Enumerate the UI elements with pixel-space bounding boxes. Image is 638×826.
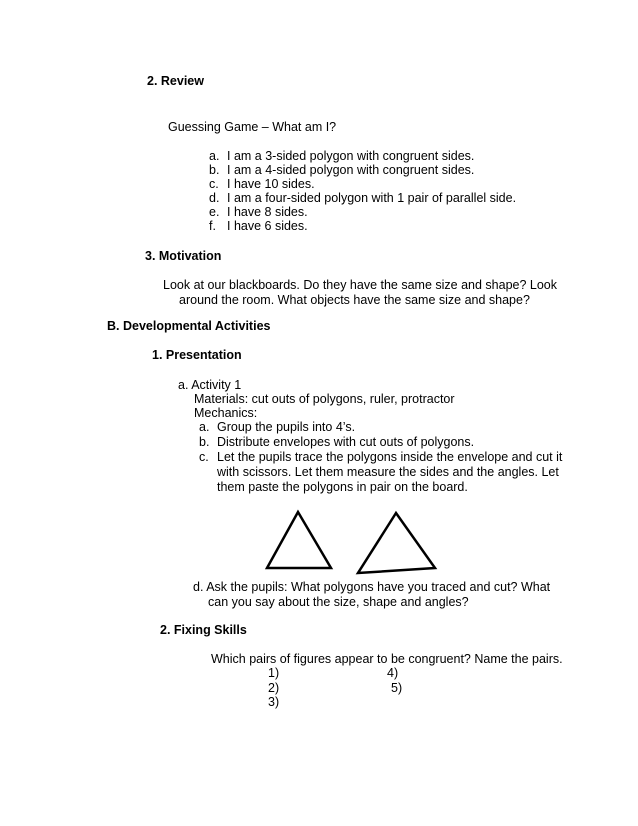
mechanics-label: Mechanics:: [194, 406, 258, 420]
developmental-heading: B. Developmental Activities: [107, 319, 271, 333]
review-heading: 2. Review: [147, 74, 204, 88]
motivation-text-line2: around the room. What objects have the same size and shape?: [179, 293, 530, 307]
list-text: Distribute envelopes with cut outs of polygons.: [217, 435, 475, 449]
list-text: I am a 3-sided polygon with congruent sides.: [227, 149, 475, 163]
review-item: [209, 149, 474, 164]
review-item: [209, 205, 308, 220]
materials-text: Materials: cut outs of polygons, ruler, protractor: [194, 392, 455, 406]
mechanics-step-continuation: with scissors. Let them measure the sides and the angles. Let: [217, 465, 559, 479]
answer-slot: 5): [391, 681, 403, 695]
motivation-heading: 3. Motivation: [145, 249, 222, 263]
list-text: I have 8 sides.: [227, 205, 308, 219]
mechanics-step-continuation: them paste the polygons in pair on the board.: [217, 480, 468, 494]
answer-slot: 3): [268, 695, 280, 709]
review-item: [209, 177, 315, 192]
list-text: I have 6 sides.: [227, 219, 308, 233]
presentation-heading: 1. Presentation: [152, 348, 242, 362]
review-item: [209, 191, 516, 206]
fixing-skills-prompt: Which pairs of figures appear to be congruent? Name the pairs.: [211, 652, 563, 666]
list-marker: b.: [199, 435, 210, 449]
triangle-left: [267, 512, 331, 568]
list-marker: c.: [209, 177, 219, 191]
mechanics-step: [199, 420, 355, 435]
list-marker: c.: [199, 450, 209, 464]
guessing-game-title: Guessing Game – What am I?: [168, 120, 337, 134]
question-line2: can you say about the size, shape and angles?: [208, 595, 469, 609]
list-text: I have 10 sides.: [227, 177, 315, 191]
list-marker: a.: [209, 149, 220, 163]
answer-slot: 1): [268, 666, 280, 680]
list-marker: f.: [209, 219, 216, 233]
triangles-illustration: [258, 508, 458, 578]
review-item: [209, 219, 308, 234]
fixing-skills-heading: 2. Fixing Skills: [160, 623, 247, 637]
list-text: I am a four-sided polygon with 1 pair of parallel side.: [227, 191, 517, 205]
list-marker: a.: [199, 420, 210, 434]
answer-slot: 4): [387, 666, 399, 680]
question-line1: d. Ask the pupils: What polygons have you traced and cut? What: [193, 580, 551, 594]
mechanics-step: [199, 435, 474, 450]
review-item: [209, 163, 474, 178]
motivation-text-line1: Look at our blackboards. Do they have the same size and shape? Look: [163, 278, 558, 292]
list-text: I am a 4-sided polygon with congruent sides.: [227, 163, 475, 177]
answer-slot: 2): [268, 681, 280, 695]
list-marker: e.: [209, 205, 220, 219]
list-marker: d.: [209, 191, 220, 205]
activity-title: a. Activity 1: [178, 378, 242, 392]
list-text: Group the pupils into 4’s.: [217, 420, 356, 434]
triangle-right: [358, 513, 435, 573]
list-text: Let the pupils trace the polygons inside the envelope and cut it: [217, 450, 563, 464]
list-marker: b.: [209, 163, 220, 177]
mechanics-step: [199, 450, 562, 465]
